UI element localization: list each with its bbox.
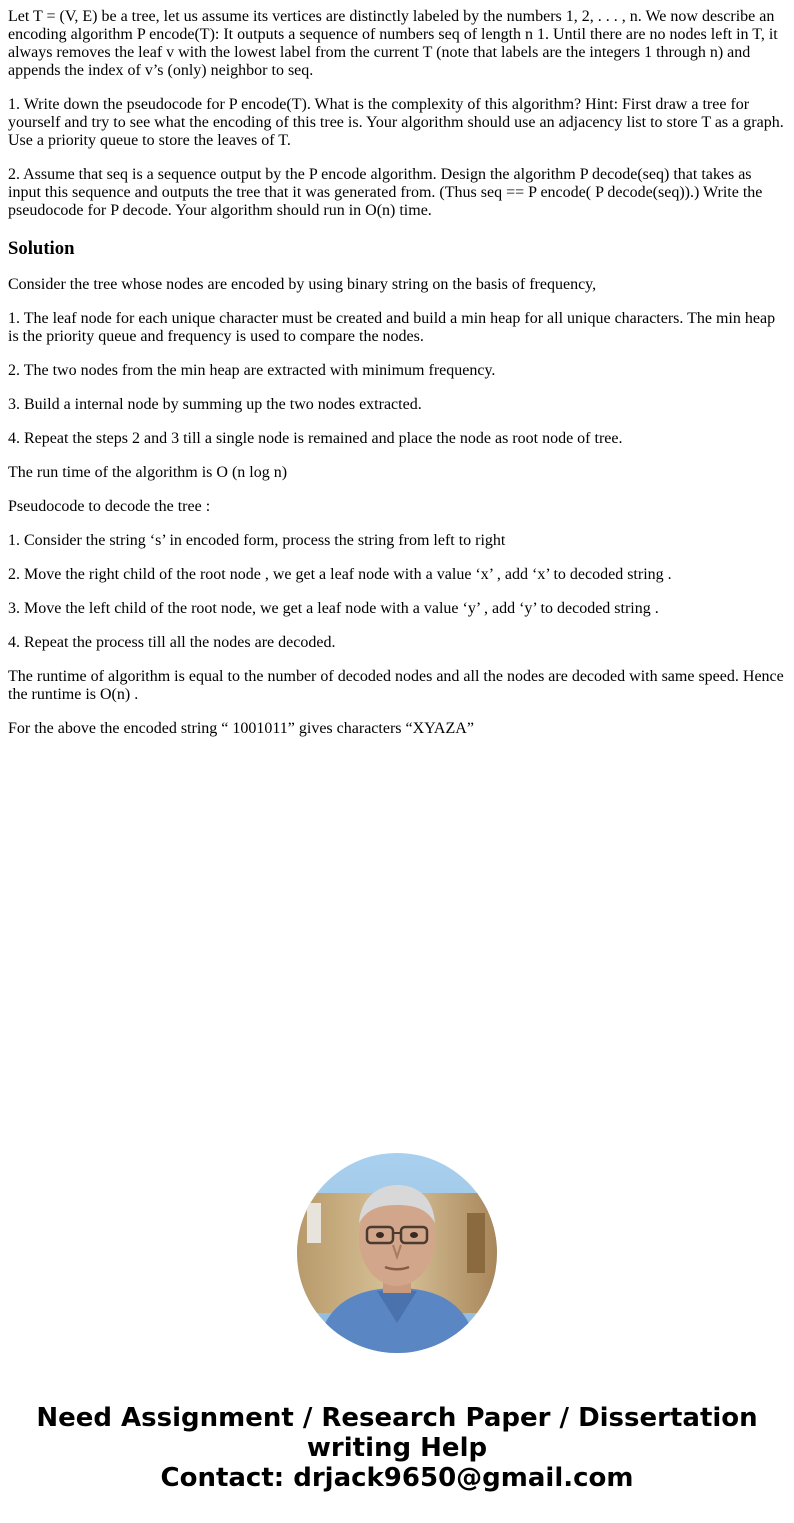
solution-paragraph: 4. Repeat the process till all the nodes are decoded. [8, 634, 336, 651]
person-photo-icon [297, 1153, 497, 1353]
solution-paragraph: Consider the tree whose nodes are encoded by using binary string on the basis of frequency, [8, 276, 597, 293]
main-content [8, 8, 786, 754]
question-paragraph-1: Let T = (V, E) be a tree, let us assume its vertices are distinctly labeled by the numbers 1, 2, . . . , n. We now describe an encoding algorithm P encode(T): It outputs a sequence of numbers seq of length n 1. Until there are no nodes left in T, it always removes the leaf v with the lowest label from the current T (note that labels are the integers 1 through n) and appends the index of v’s (only) neighbor to seq. [8, 8, 778, 79]
solution-paragraph: Pseudocode to decode the tree : [8, 498, 211, 515]
solution-paragraph: The run time of the algorithm is O (n log n) [8, 464, 288, 481]
solution-heading: Solution [8, 238, 75, 259]
solution-paragraph: 2. The two nodes from the min heap are extracted with minimum frequency. [8, 362, 496, 379]
promo-contact: Contact: drjack9650@gmail.com [160, 1463, 634, 1493]
solution-paragraph: 3. Move the left child of the root node, we get a leaf node with a value ‘y’ , add ‘y’ to decoded string . [8, 600, 659, 617]
solution-paragraph: 4. Repeat the steps 2 and 3 till a single node is remained and place the node as root node of tree. [8, 430, 623, 447]
solution-paragraph: The runtime of algorithm is equal to the number of decoded nodes and all the nodes are decoded with same speed. Hence the runtime is O(n) . [8, 668, 784, 703]
solution-paragraph: 2. Move the right child of the root node , we get a leaf node with a value ‘x’ , add ‘x’ to decoded string . [8, 566, 672, 583]
question-paragraph-2: 1. Write down the pseudocode for P encode(T). What is the complexity of this algorithm? Hint: First draw a tree for yourself and try to see what the encoding of this tree is. Your algorithm should use an adjacency list to store T as a graph. Use a priority queue to store the leaves of T. [8, 96, 784, 149]
solution-paragraph: For the above the encoded string “ 1001011” gives characters “XYAZA” [8, 720, 474, 737]
promo-banner [0, 1403, 794, 1493]
promo-line-2: writing Help [306, 1433, 488, 1463]
solution-paragraph: 3. Build a internal node by summing up the two nodes extracted. [8, 396, 422, 413]
solution-paragraph: 1. Consider the string ‘s’ in encoded form, process the string from left to right [8, 532, 506, 549]
solution-paragraph: 1. The leaf node for each unique character must be created and build a min heap for all unique characters. The min heap is the priority queue and frequency is used to compare the nodes. [8, 310, 776, 345]
avatar-photo [297, 1153, 497, 1353]
question-paragraph-3: 2. Assume that seq is a sequence output by the P encode algorithm. Design the algorithm P decode(seq) that takes as input this sequence and outputs the tree that it was generated from. (Thus seq == P encode( P decode(seq)).) Write the pseudocode for P decode. Your algorithm should run in O(n) time. [8, 166, 763, 219]
promo-line-1: Need Assignment / Research Paper / Dissertation [36, 1403, 758, 1433]
